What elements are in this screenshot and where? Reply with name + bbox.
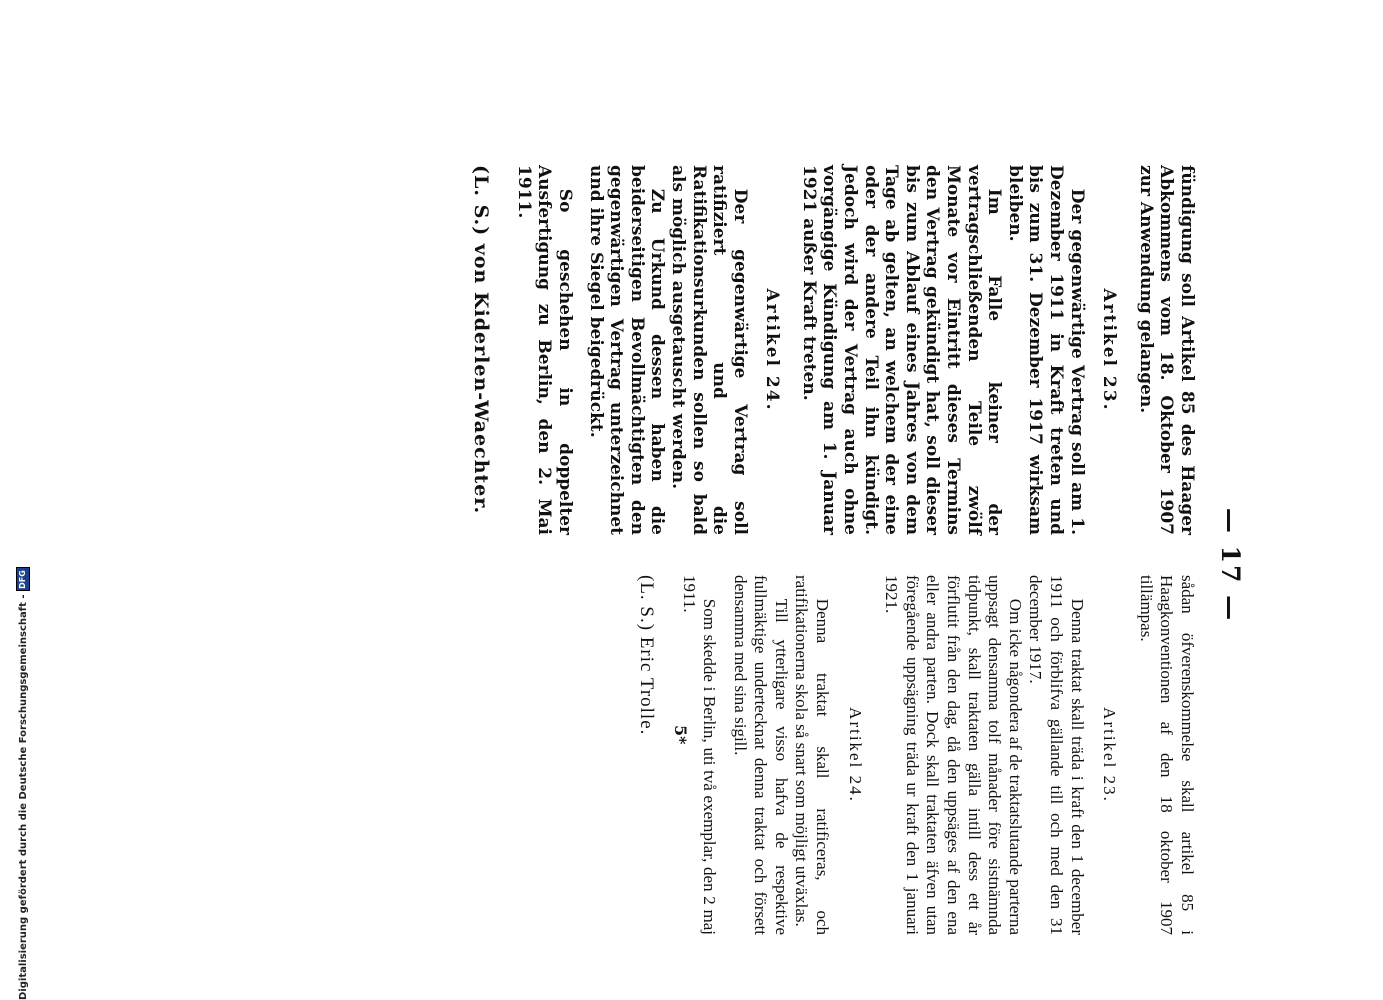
german-signature: (L. S.) von Kiderlen-Waechter.	[470, 165, 493, 515]
page-number: — 17 —	[1216, 507, 1245, 623]
german-article-24-paragraph-1: Der gegenwärtige Vertrag soll ratifiziert und die Ratifikationsurkunden sollen so bald als möglich ausgetauscht werden.	[667, 165, 750, 535]
footer-text: Digitalisierung gefördert durch die Deutsche Forschungsgemeinschaft -	[17, 594, 29, 1000]
german-intro: fündigung soll Artikel 85 des Haager Abkommens vom 18. Oktober 1907 zur Anwendung gelangen.	[1135, 165, 1197, 535]
printer-signature-mark: 5*	[671, 725, 690, 745]
swedish-closing: Som skedde i Berlin, uti två exemplar, den 2 maj 1911.	[679, 575, 720, 935]
swedish-heading-article-24: Artikel 24.	[845, 707, 865, 803]
swedish-column	[635, 575, 1197, 935]
german-heading-article-23: Artikel 23.	[1099, 288, 1120, 412]
german-column	[471, 165, 1197, 535]
german-article-23-paragraph-1: Der gegenwärtige Vertrag soll am 1. Dezember 1911 in Kraft treten und bis zum 31. Dezember 1917 wirksam bleiben.	[1004, 165, 1087, 535]
swedish-intro: sådan öfverenskommelse skall artikel 85 i Haagkonventionen af den 18 oktober 1907 tillämpas.	[1136, 575, 1197, 935]
swedish-heading-article-23: Artikel 23.	[1100, 707, 1120, 803]
digitization-footer	[16, 567, 30, 1000]
swedish-article-23-paragraph-2: Om icke någondera af de traktatslutande parterna uppsagt densamma tolf månader före sistnämnda tidpunkt, skall traktaten gälla intill dess ett år förflutit från den dag, då den uppsäges af den ena eller andra parten. Dock skall traktaten äfven utan föregående uppsägning träda ur kraft den 1 januari 1921.	[882, 575, 1025, 935]
german-article-24-paragraph-2: Zu Urkund dessen haben die beiderseitigen Bevollmächtigten den gegenwärtigen Vertrag unterzeichnet und ihre Siegel beigedrückt.	[585, 165, 668, 535]
german-article-23-paragraph-2: Im Falle keiner der vertragschließenden Teile zwölf Monate vor Eintritt dieses Termins den Vertrag gekündigt hat, soll dieser bis zum Ablauf eines Jahres von dem Tage ab gelten, an welchem der eine oder der andere Teil ihn kündigt. Jedoch wird der Vertrag auch ohne vorgängige Kündigung am 1. Januar 1921 außer Kraft treten.	[798, 165, 1005, 535]
swedish-signature: (L. S.) Eric Trolle.	[635, 575, 657, 736]
swedish-article-24-paragraph-2: Till ytterligare visso hafva de respektive fullmäktige undertecknat denna traktat och försett densamma med sina sigill.	[730, 575, 791, 935]
german-closing: So geschehen in doppelter Ausfertigung zu Berlin, den 2. Mai 1911.	[513, 165, 575, 535]
swedish-article-23-paragraph-1: Denna traktat skall träda i kraft den 1 december 1911 och förblifva gällande till och med den 31 december 1917.	[1026, 575, 1087, 935]
swedish-article-24-paragraph-1: Denna traktat skall ratificeras, och ratifikationerna skola så snart som möjligt utväxlas.	[792, 575, 833, 935]
scanned-page	[470, 165, 1245, 965]
german-heading-article-24: Artikel 24.	[762, 288, 783, 412]
dfg-logo-icon: DFG	[16, 567, 30, 591]
